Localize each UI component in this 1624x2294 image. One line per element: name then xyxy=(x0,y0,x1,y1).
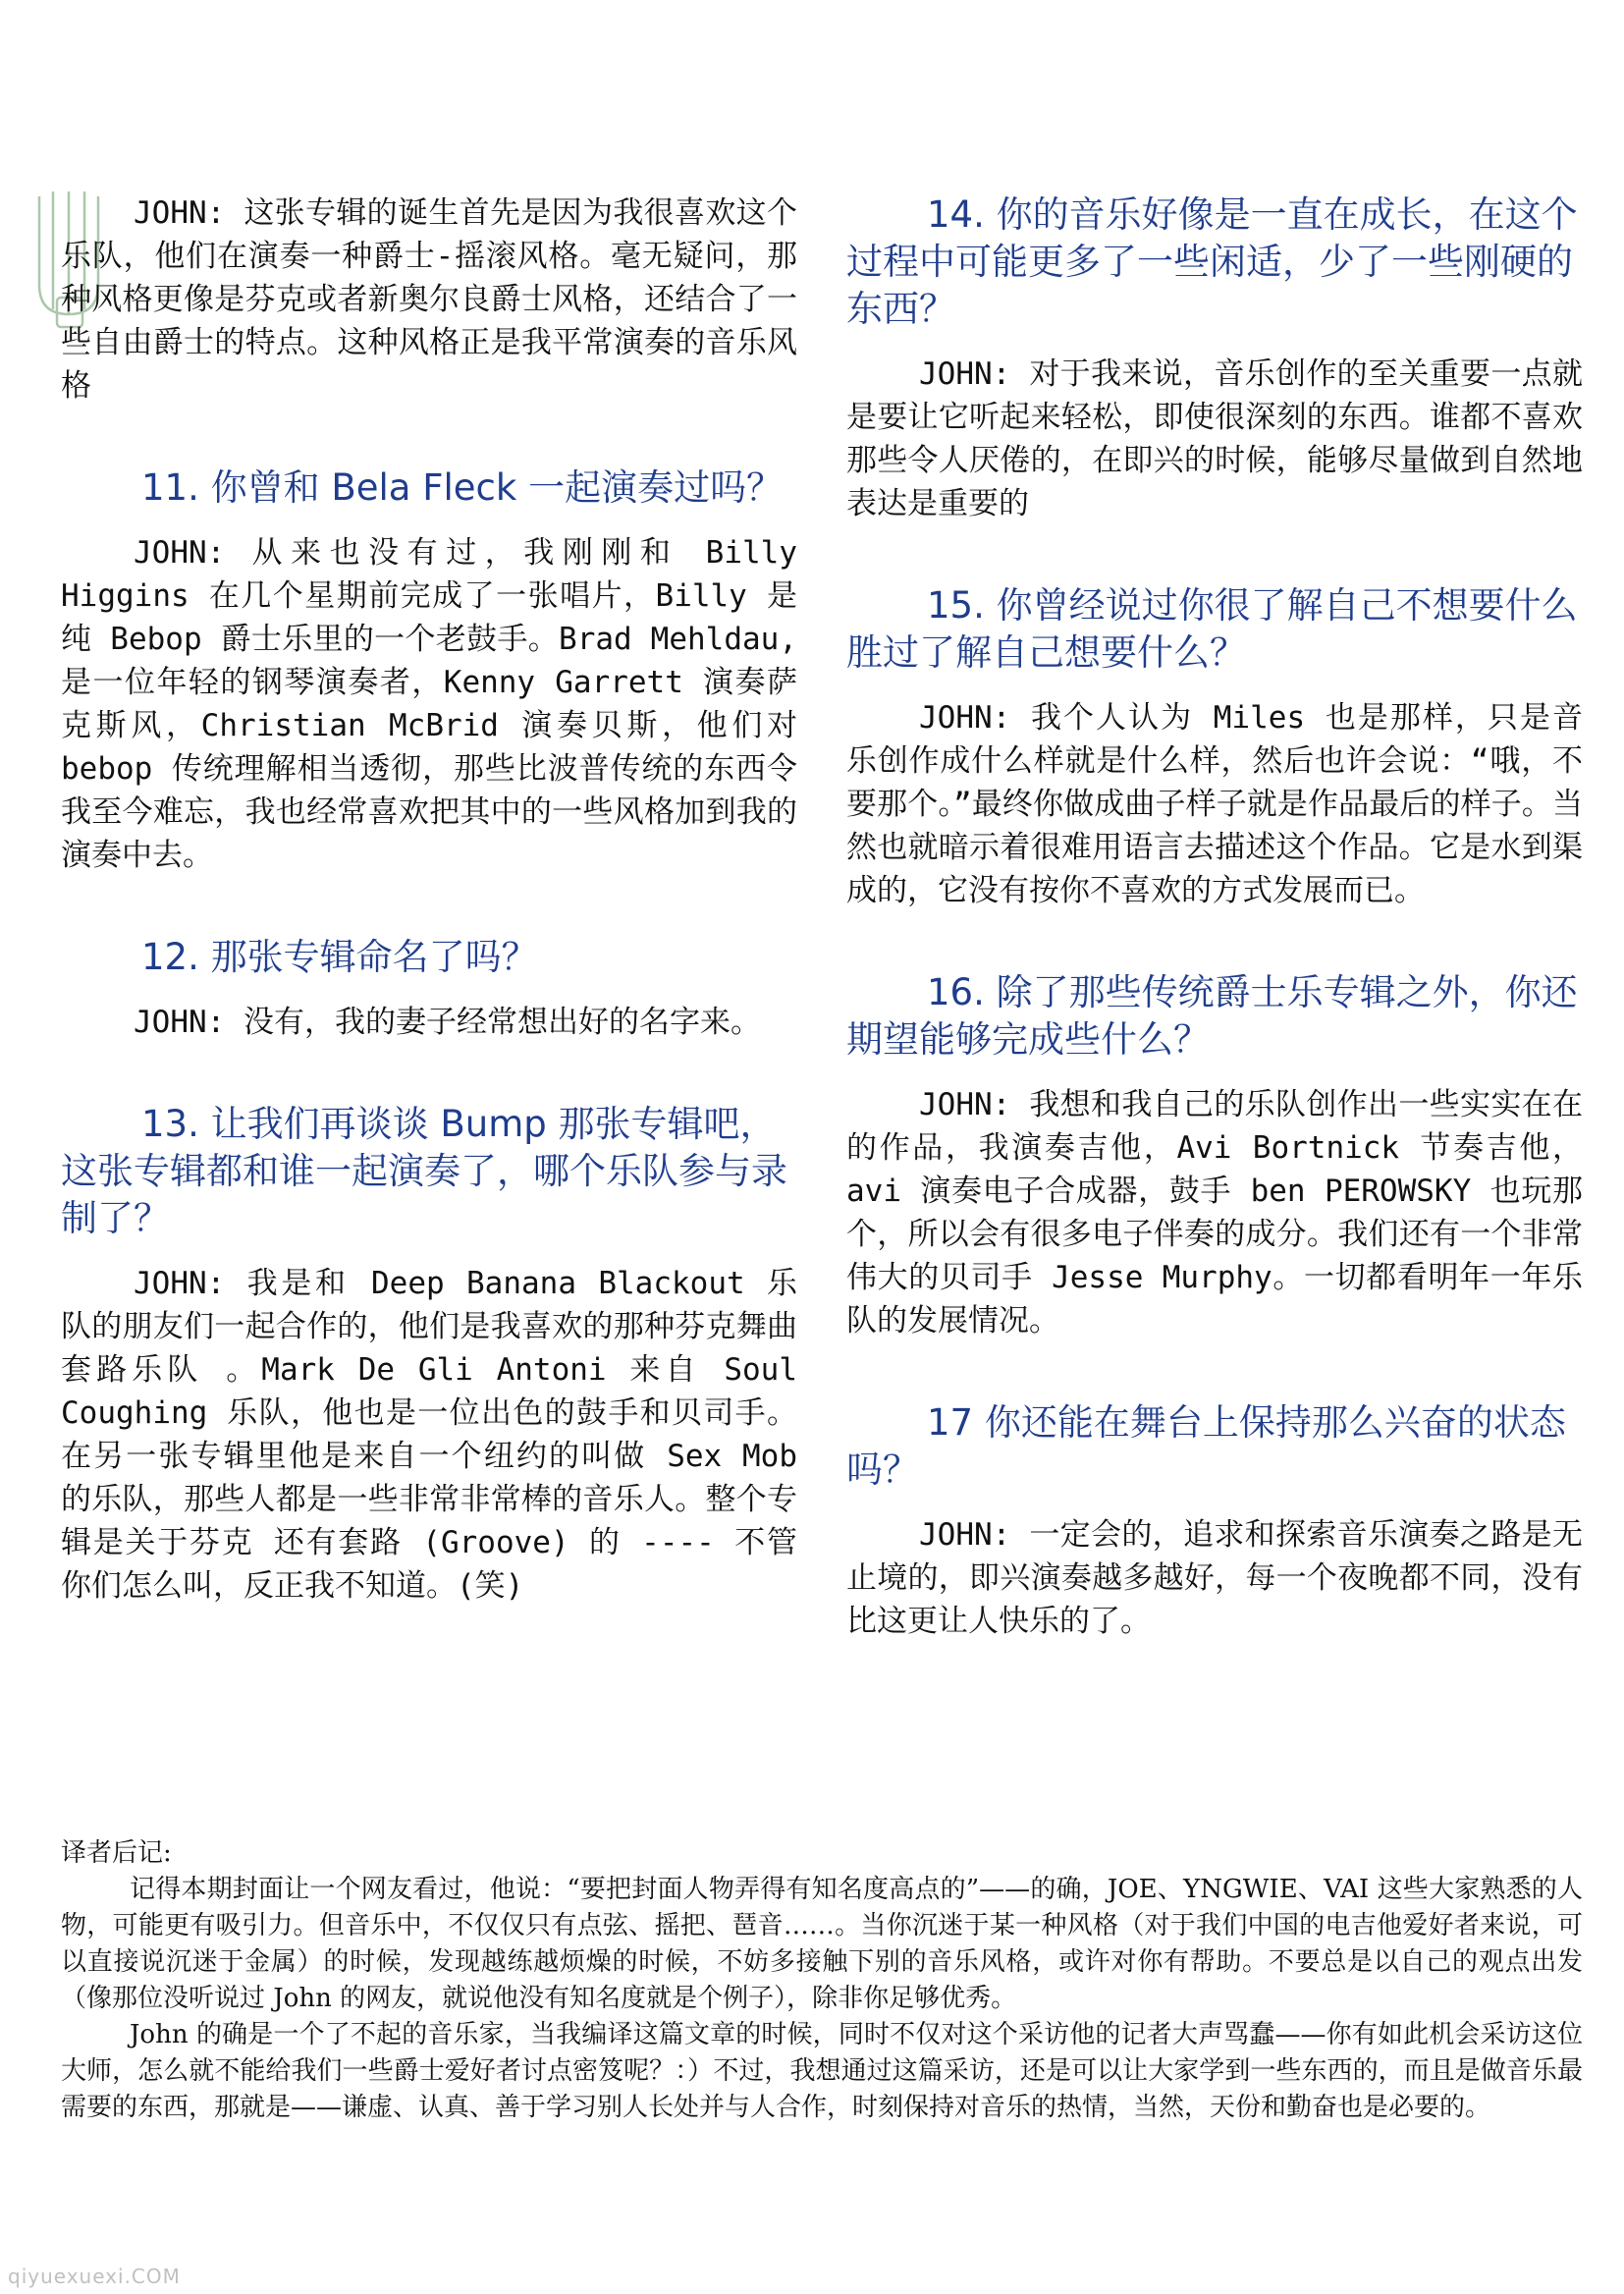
answer-11: JOHN: 从来也没有过，我刚刚和 Billy Higgins 在几个星期前完成了一张唱片，Billy 是纯 Bebop 爵士乐里的一个老鼓手。Brad Mehldau, 是一位年轻的钢琴演奏者，Kenny Garrett 演奏萨克斯风，Christian McBrid 演奏贝斯，他们对 bebop 传统理解相当透彻，那些比波普传统的东西令我至今难忘，我也经常喜欢把其中的一些风格加到我的演奏中去。 xyxy=(61,535,797,873)
afterword-paragraph-1: 记得本期封面让一个网友看过，他说：“要把封面人物弄得有知名度高点的”——的确，JOE、YNGWIE、VAI 这些大家熟悉的人物，可能更有吸引力。但音乐中，不仅仅只有点弦、摇把、琶音……。当你沉迷于某一种风格（对于我们中国的电吉他爱好者来说，可以直接说沉迷于金属）的时候，发现越练越烦燥的时候，不妨多接触下别的音乐风格，或许对你有帮助。不要总是以自己的观点出发（像那位没听说过 John 的网友，就说他没有知名度就是个例子），除非你足够优秀。 xyxy=(61,1875,1583,2013)
left-column xyxy=(61,191,797,1608)
answer-16: JOHN: 我想和我自己的乐队创作出一些实实在在的作品，我演奏吉他，Avi Bortnick 节奏吉他，avi 演奏电子合成器，鼓手 ben PEROWSKY 也玩那个，所以会有很多电子伴奏的成分。我们还有一个非常伟大的贝司手 Jesse Murphy。一切都看明年一年乐队的发展情况。 xyxy=(846,1087,1583,1338)
answer-14: JOHN: 对于我来说，音乐创作的至关重要一点就是要让它听起来轻松，即使很深刻的东西。谁都不喜欢那些令人厌倦的，在即兴的时候，能够尽量做到自然地表达是重要的 xyxy=(846,356,1583,521)
afterword-paragraph-2: John 的确是一个了不起的音乐家，当我编译这篇文章的时候，同时不仅对这个采访他的记者大声骂蠢——你有如此机会采访这位大师，怎么就不能给我们一些爵士爱好者讨点密笈呢？：）不过，我想通过这篇采访，还是可以让大家学到一些东西的，而且是做音乐最需要的东西，那就是——谦虚、认真、善于学习别人长处并与人合作，时刻保持对音乐的热情，当然，天份和勤奋也是必要的。 xyxy=(61,2020,1583,2122)
question-17: 17 你还能在舞台上保持那么兴奋的状态吗？ xyxy=(846,1401,1566,1491)
question-15: 15. 你曾经说过你很了解自己不想要什么胜过了解自己想要什么？ xyxy=(846,584,1578,674)
answer-10: JOHN: 这张专辑的诞生首先是因为我很喜欢这个乐队，他们在演奏一种爵士-摇滚风格。毫无疑问，那种风格更像是芬克或者新奥尔良爵士风格，还结合了一些自由爵士的特点。这种风格正是我平常演奏的音乐风格 xyxy=(61,195,797,404)
afterword-title: 译者后记: xyxy=(61,1838,172,1868)
site-watermark: qiyuexuexi.COM xyxy=(8,2265,181,2288)
answer-12: JOHN: 没有，我的妻子经常想出好的名字来。 xyxy=(134,1005,761,1040)
question-14: 14. 你的音乐好像是一直在成长，在这个过程中可能更多了一些闲适，少了一些刚硬的东西？ xyxy=(846,193,1578,330)
question-11: 11. 你曾和 Bela Fleck 一起演奏过吗？ xyxy=(141,466,784,509)
question-13: 13. 让我们再谈谈 Bump 那张专辑吧，这张专辑都和谁一起演奏了，哪个乐队参与录制了？ xyxy=(61,1103,787,1239)
answer-13: JOHN: 我是和 Deep Banana Blackout 乐队的朋友们一起合作的，他们是我喜欢的那种芬克舞曲套路乐队 。Mark De Gli Antoni 来自 Soul Coughing 乐队，他也是一位出色的鼓手和贝司手。在另一张专辑里他是来自一个纽约的叫做 Sex Mob 的乐队，那些人都是一些非常非常棒的音乐人。整个专辑是关于芬克 还有套路 (Groove) 的 ---- 不管你们怎么叫，反正我不知道。(笑) xyxy=(61,1266,797,1604)
answer-17: JOHN: 一定会的，追求和探索音乐演奏之路是无止境的，即兴演奏越多越好，每一个夜晚都不同，没有比这更让人快乐的了。 xyxy=(846,1517,1583,1639)
translator-afterword xyxy=(61,1834,1583,2126)
answer-15: JOHN: 我个人认为 Miles 也是那样，只是音乐创作成什么样就是什么样，然后也许会说：“哦，不要那个。”最终你做成曲子样子就是作品最后的样子。当然也就暗示着很难用语言去描述这个作品。它是水到渠成的，它没有按你不喜欢的方式发展而已。 xyxy=(846,700,1583,908)
question-12: 12. 那张专辑命名了吗？ xyxy=(141,936,538,978)
right-column xyxy=(846,191,1583,1643)
question-16: 16. 除了那些传统爵士乐专辑之外，你还期望能够完成些什么？ xyxy=(846,971,1578,1061)
